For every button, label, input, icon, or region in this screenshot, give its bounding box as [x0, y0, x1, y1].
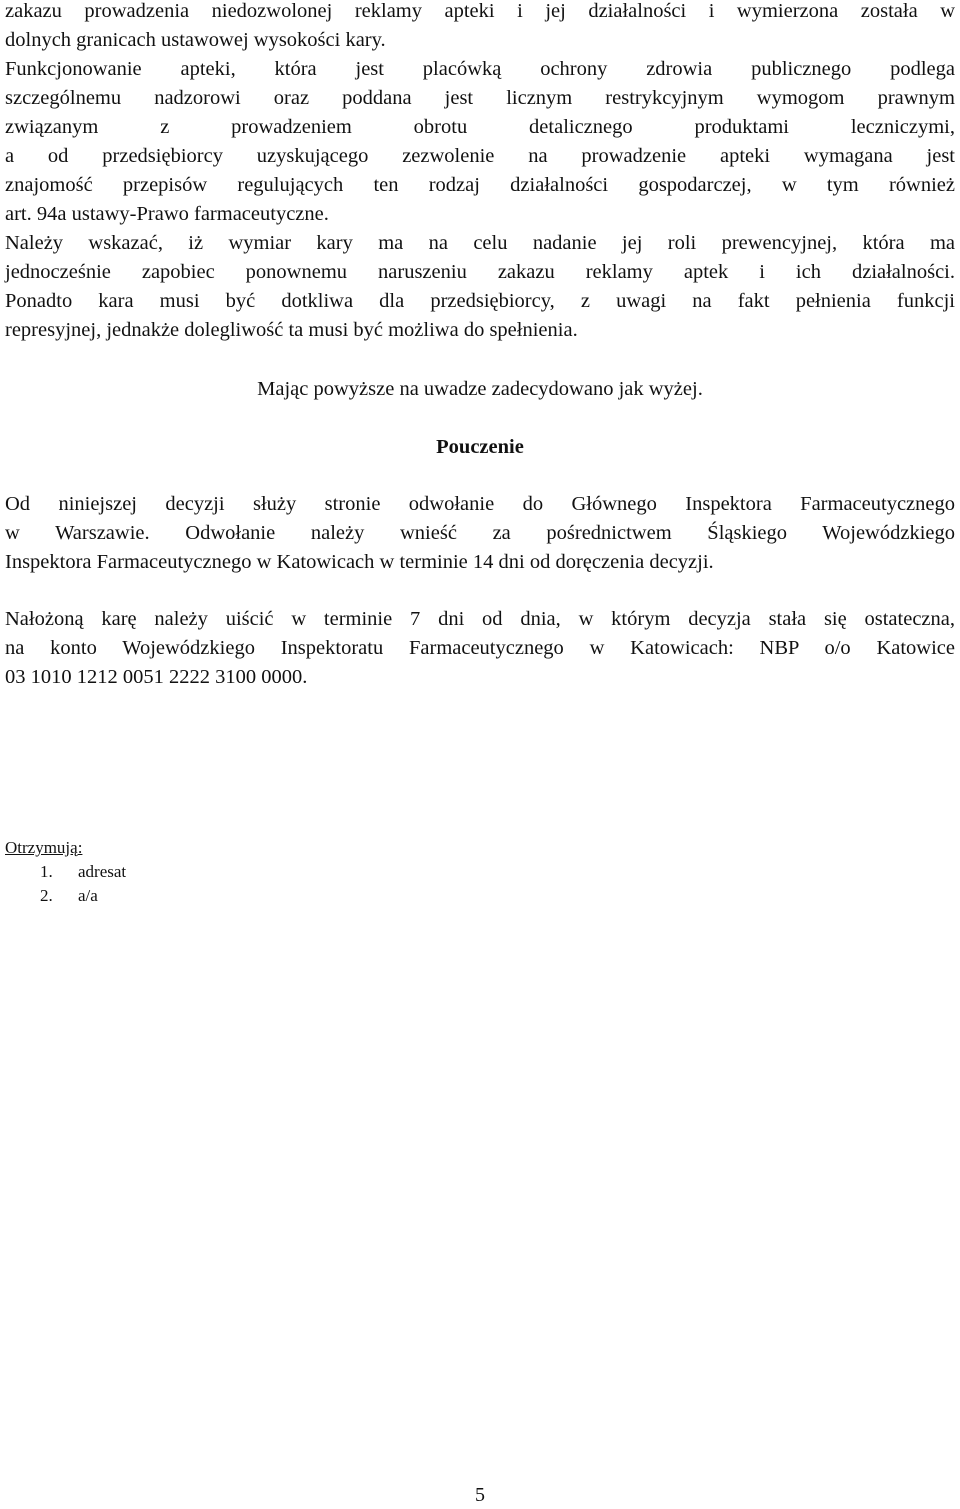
text-line: szczególnemu nadzorowi oraz poddana jest licznym restrykcyjnym wymogom prawnym — [5, 87, 955, 109]
text-line: a od przedsiębiorcy uzyskującego zezwolenie na prowadzenie apteki wymagana jest — [5, 145, 955, 167]
page-number: 5 — [475, 1484, 485, 1506]
text-line: w Warszawie. Odwołanie należy wnieść za pośrednictwem Śląskiego Wojewódzkiego — [5, 522, 955, 544]
text-line: jednocześnie zapobiec ponownemu naruszeniu zakazu reklamy aptek i ich działalności. — [5, 261, 955, 283]
text-line: art. 94a ustawy-Prawo farmaceutyczne. — [5, 203, 329, 225]
list-item-label: a/a — [78, 886, 98, 905]
recipients-title: Otrzymują: — [5, 838, 83, 857]
text-line: na konto Wojewódzkiego Inspektoratu Farmaceutycznego w Katowicach: NBP o/o Katowice — [5, 637, 955, 659]
text-line: Funkcjonowanie apteki, która jest placówką ochrony zdrowia publicznego podlega — [5, 58, 955, 80]
text-line: Inspektora Farmaceutycznego w Katowicach w terminie 14 dni od doręczenia decyzji. — [5, 551, 714, 573]
text-line: Od niniejszej decyzji służy stronie odwołanie do Głównego Inspektora Farmaceutycznego — [5, 493, 955, 515]
text-line: związanym z prowadzeniem obrotu detalicznego produktami leczniczymi, — [5, 116, 955, 138]
text-line: znajomość przepisów regulujących ten rodzaj działalności gospodarczej, w tym również — [5, 174, 955, 196]
list-item-label: adresat — [78, 862, 127, 881]
text-line: Należy wskazać, iż wymiar kary ma na celu nadanie jej roli prewencyjnej, która ma — [5, 232, 955, 254]
list-item-number: 1. — [40, 862, 53, 881]
text-line: represyjnej, jednakże dolegliwość ta musi być możliwa do spełnienia. — [5, 319, 578, 341]
paragraph-pharmacy-supervision — [5, 55, 955, 229]
paragraph-penalty-purpose — [5, 229, 955, 345]
paragraph-appeal-instruction — [5, 490, 955, 577]
conclusion-line: Mając powyższe na uwadze zadecydowano jak wyżej. — [257, 378, 703, 400]
list-item — [40, 884, 126, 908]
text-line: Nałożoną karę należy uiścić w terminie 7 dni od dnia, w którym decyzja stała się ostateczna, — [5, 608, 955, 630]
recipients-list — [40, 860, 126, 908]
list-item-number: 2. — [40, 886, 53, 905]
text-line: zakazu prowadzenia niedozwolonej reklamy apteki i jej działalności i wymierzona została w — [5, 0, 955, 22]
instruction-heading: Pouczenie — [436, 436, 524, 458]
list-item — [40, 860, 126, 884]
paragraph-payment-instruction — [5, 605, 955, 692]
bank-account-number: 03 1010 1212 0051 2222 3100 0000. — [5, 666, 308, 688]
text-line: dolnych granicach ustawowej wysokości kary. — [5, 29, 386, 51]
text-line: Ponadto kara musi być dotkliwa dla przedsiębiorcy, z uwagi na fakt pełnienia funkcji — [5, 290, 955, 312]
paragraph-penalty-justification — [5, 0, 955, 55]
